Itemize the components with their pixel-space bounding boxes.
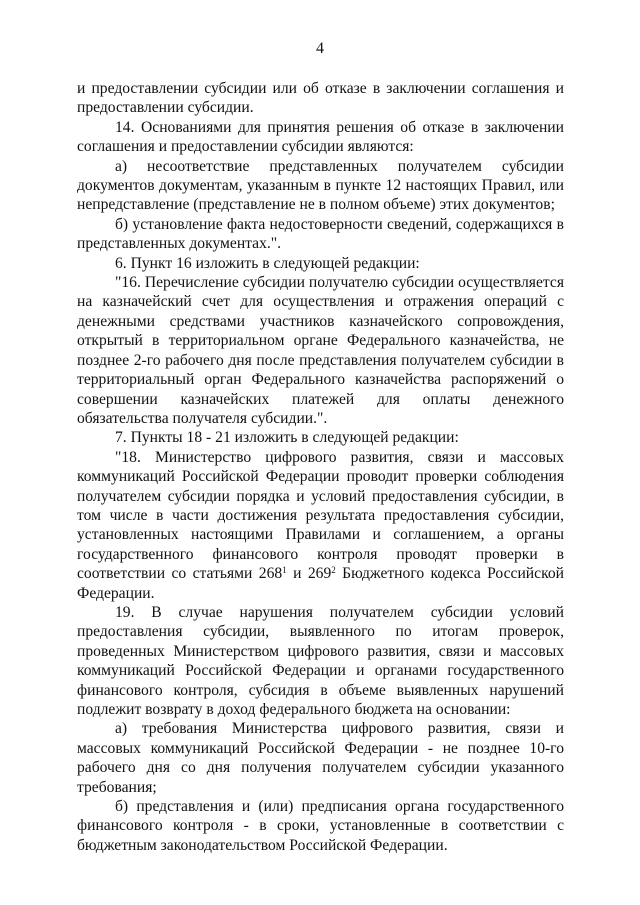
paragraph-amendment-7: 7. Пункты 18 - 21 изложить в следующей редакции: bbox=[115, 429, 459, 447]
article-269-superscript: 2 bbox=[331, 565, 336, 576]
paragraph-item-19-a: а) требования Министерства цифрового развития, связи и массовых коммуникаций Российской Федерации - не позднее 10-го рабочего дня со дня получения получателем субсидии указанного требования; bbox=[77, 720, 564, 796]
article-269-number: 269 bbox=[307, 565, 332, 583]
paragraph-item-18 bbox=[77, 448, 564, 603]
article-268-number: 268 bbox=[258, 565, 283, 583]
paragraph-continuation: и предоставлении субсидии или об отказе в заключении соглашения и предоставлении субсидии. bbox=[77, 80, 564, 117]
item-18-tail: Бюджетного кодекса Российской Федерации. bbox=[77, 565, 564, 602]
document-body bbox=[77, 79, 564, 855]
article-268-superscript: 1 bbox=[282, 565, 287, 576]
article-connector: и bbox=[286, 565, 308, 583]
paragraph-item-19-b: б) представления и (или) предписания органа государственного финансового контроля - в сроки, установленные в соответствии с бюджетным законодательством Российской Федерации. bbox=[77, 798, 564, 854]
paragraph-item-19: 19. В случае нарушения получателем субсидии условий предоставления субсидии, выявленного по итогам проверок, проведенных Министерством цифрового развития, связи и массовых коммуникаций Российской Федерации и органами государственного финансового контроля, субсидия в объеме выявленных нарушений подлежит возврату в доход федерального бюджета на основании: bbox=[77, 603, 564, 718]
page-number: 4 bbox=[316, 40, 324, 57]
paragraph-item-14-b: б) установление факта недостоверности сведений, содержащихся в представленных документах.". bbox=[77, 215, 564, 253]
item-18-text: "18. Министерство цифрового развития, связи и массовых коммуникаций Российской Федерации проводит проверки соблюдения получателем субсидии порядка и условий предоставления субсидии, в том числе в части достижения результата предоставления субсидии, установленных настоящими Правилами и соглашением, а органы государственного финансового контроля проводят проверки в соответствии со статьями bbox=[77, 448, 564, 583]
paragraph-item-14: 14. Основаниями для принятия решения об отказе в заключении соглашения и предоставлении субсидии являются: bbox=[77, 118, 564, 156]
paragraph-amendment-6: 6. Пункт 16 изложить в следующей редакции: bbox=[115, 254, 420, 272]
paragraph-item-16: "16. Перечисление субсидии получателю субсидии осуществляется на казначейский счет для осуществления и отражения операций с денежными средствами участников казначейского сопровождения, открытый в территориальном органе Федерального казначейства, не позднее 2-го рабочего дня после представления получателем субсидии в территориальный орган Федерального казначейства распоряжений о совершении казначейских платежей для оплаты денежного обязательства получателя субсидии.". bbox=[77, 274, 564, 427]
paragraph-item-14-a: а) несоответствие представленных получателем субсидии документов документам, указанным в пункте 12 настоящих Правил, или непредставление (представление не в полном объеме) этих документов; bbox=[77, 157, 564, 214]
